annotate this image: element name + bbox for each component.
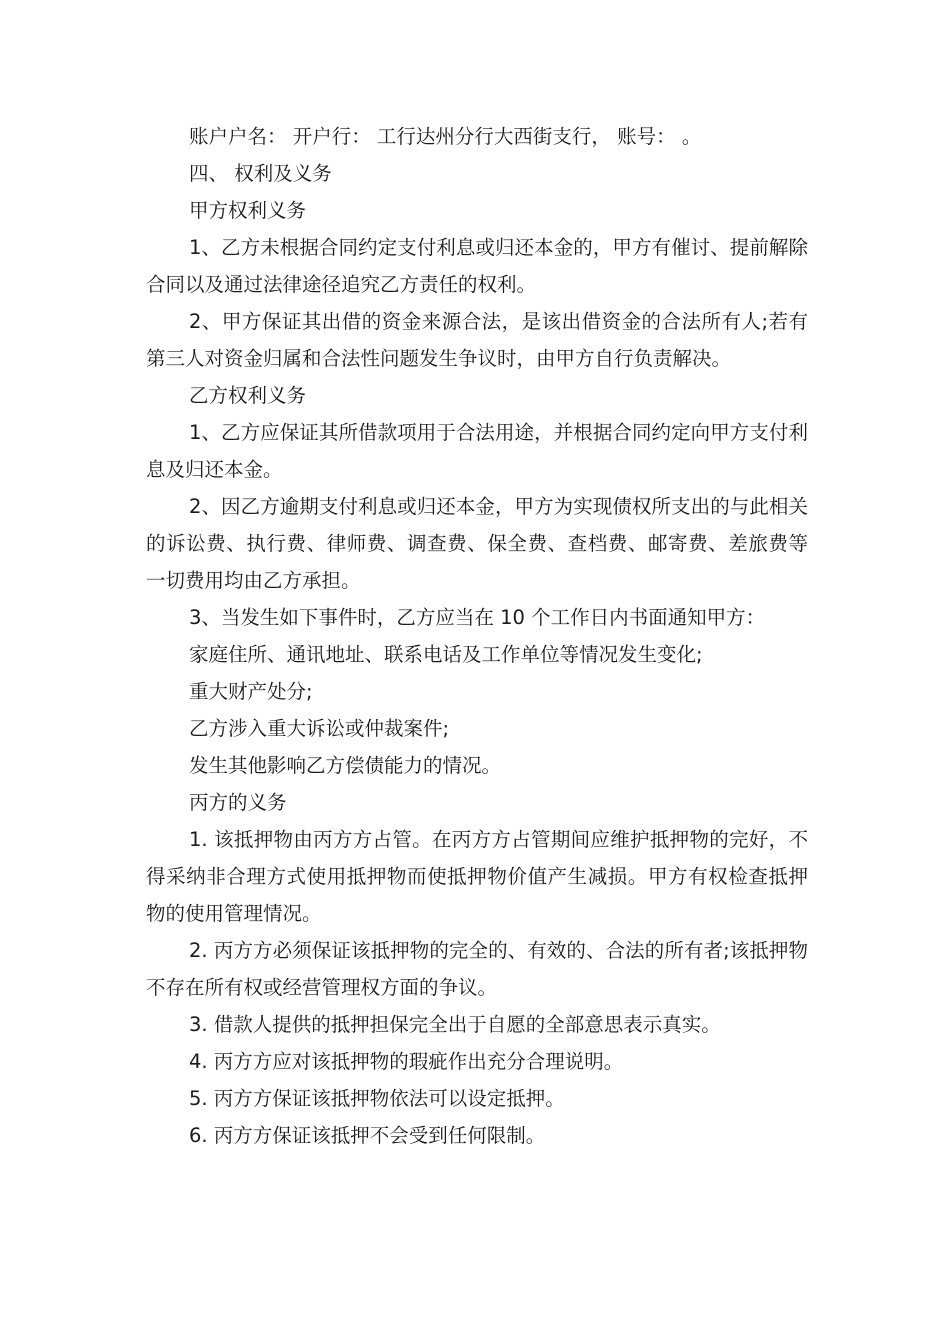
subheading-party-c: 丙方的义务: [189, 791, 287, 814]
party-b-clause-2: 2、因乙方逾期支付利息或归还本金，甲方为实现债权所支出的与此相关的诉讼费、执行费、律师费、调查费、保全费、查档费、邮寄费、差旅费等一切费用均由乙方承担。: [146, 495, 808, 592]
party-a-clause-2: 2、甲方保证其出借的资金来源合法，是该出借资金的合法所有人;若有第三人对资金归属和合法性问题发生争议时，由甲方自行负责解决。: [146, 310, 808, 370]
event-item-4: 发生其他影响乙方偿债能力的情况。: [189, 754, 502, 777]
account-info-line: 账户户名： 开户行： 工行达州分行大西街支行， 账号： 。: [189, 125, 702, 148]
subheading-party-a: 甲方权利义务: [189, 199, 307, 222]
party-c-clause-2: 2. 丙方方必须保证该抵押物的完全的、有效的、合法的所有者;该抵押物不存在所有权或经营管理权方面的争议。: [146, 939, 808, 999]
party-c-clause-5: 5. 丙方方保证该抵押物依法可以设定抵押。: [189, 1087, 565, 1110]
event-item-1: 家庭住所、通讯地址、联系电话及工作单位等情况发生变化;: [189, 643, 703, 666]
document-body: [146, 118, 808, 1154]
party-c-clause-3: 3. 借款人提供的抵押担保完全出于自愿的全部意思表示真实。: [189, 1013, 721, 1036]
subheading-party-b: 乙方权利义务: [189, 384, 307, 407]
party-c-clause-1: 1. 该抵押物由丙方方占管。在丙方方占管期间应维护抵押物的完好，不得采纳非合理方式使用抵押物而使抵押物价值产生减损。甲方有权检查抵押物的使用管理情况。: [146, 828, 808, 925]
party-c-clause-6: 6. 丙方方保证该抵押不会受到任何限制。: [189, 1124, 546, 1147]
party-b-clause-3: 3、当发生如下事件时，乙方应当在 10 个工作日内书面通知甲方：: [189, 606, 766, 629]
party-a-clause-1: 1、乙方未根据合同约定支付利息或归还本金的，甲方有催讨、提前解除合同以及通过法律途径追究乙方责任的权利。: [146, 236, 808, 296]
party-c-clause-4: 4. 丙方方应对该抵押物的瑕疵作出充分合理说明。: [189, 1050, 624, 1073]
party-b-clause-1: 1、乙方应保证其所借款项用于合法用途，并根据合同约定向甲方支付利息及归还本金。: [146, 421, 808, 481]
event-item-3: 乙方涉入重大诉讼或仲裁案件;: [189, 717, 450, 740]
event-item-2: 重大财产处分;: [189, 680, 313, 703]
section-heading-rights-obligations: 四、 权利及义务: [189, 162, 332, 185]
